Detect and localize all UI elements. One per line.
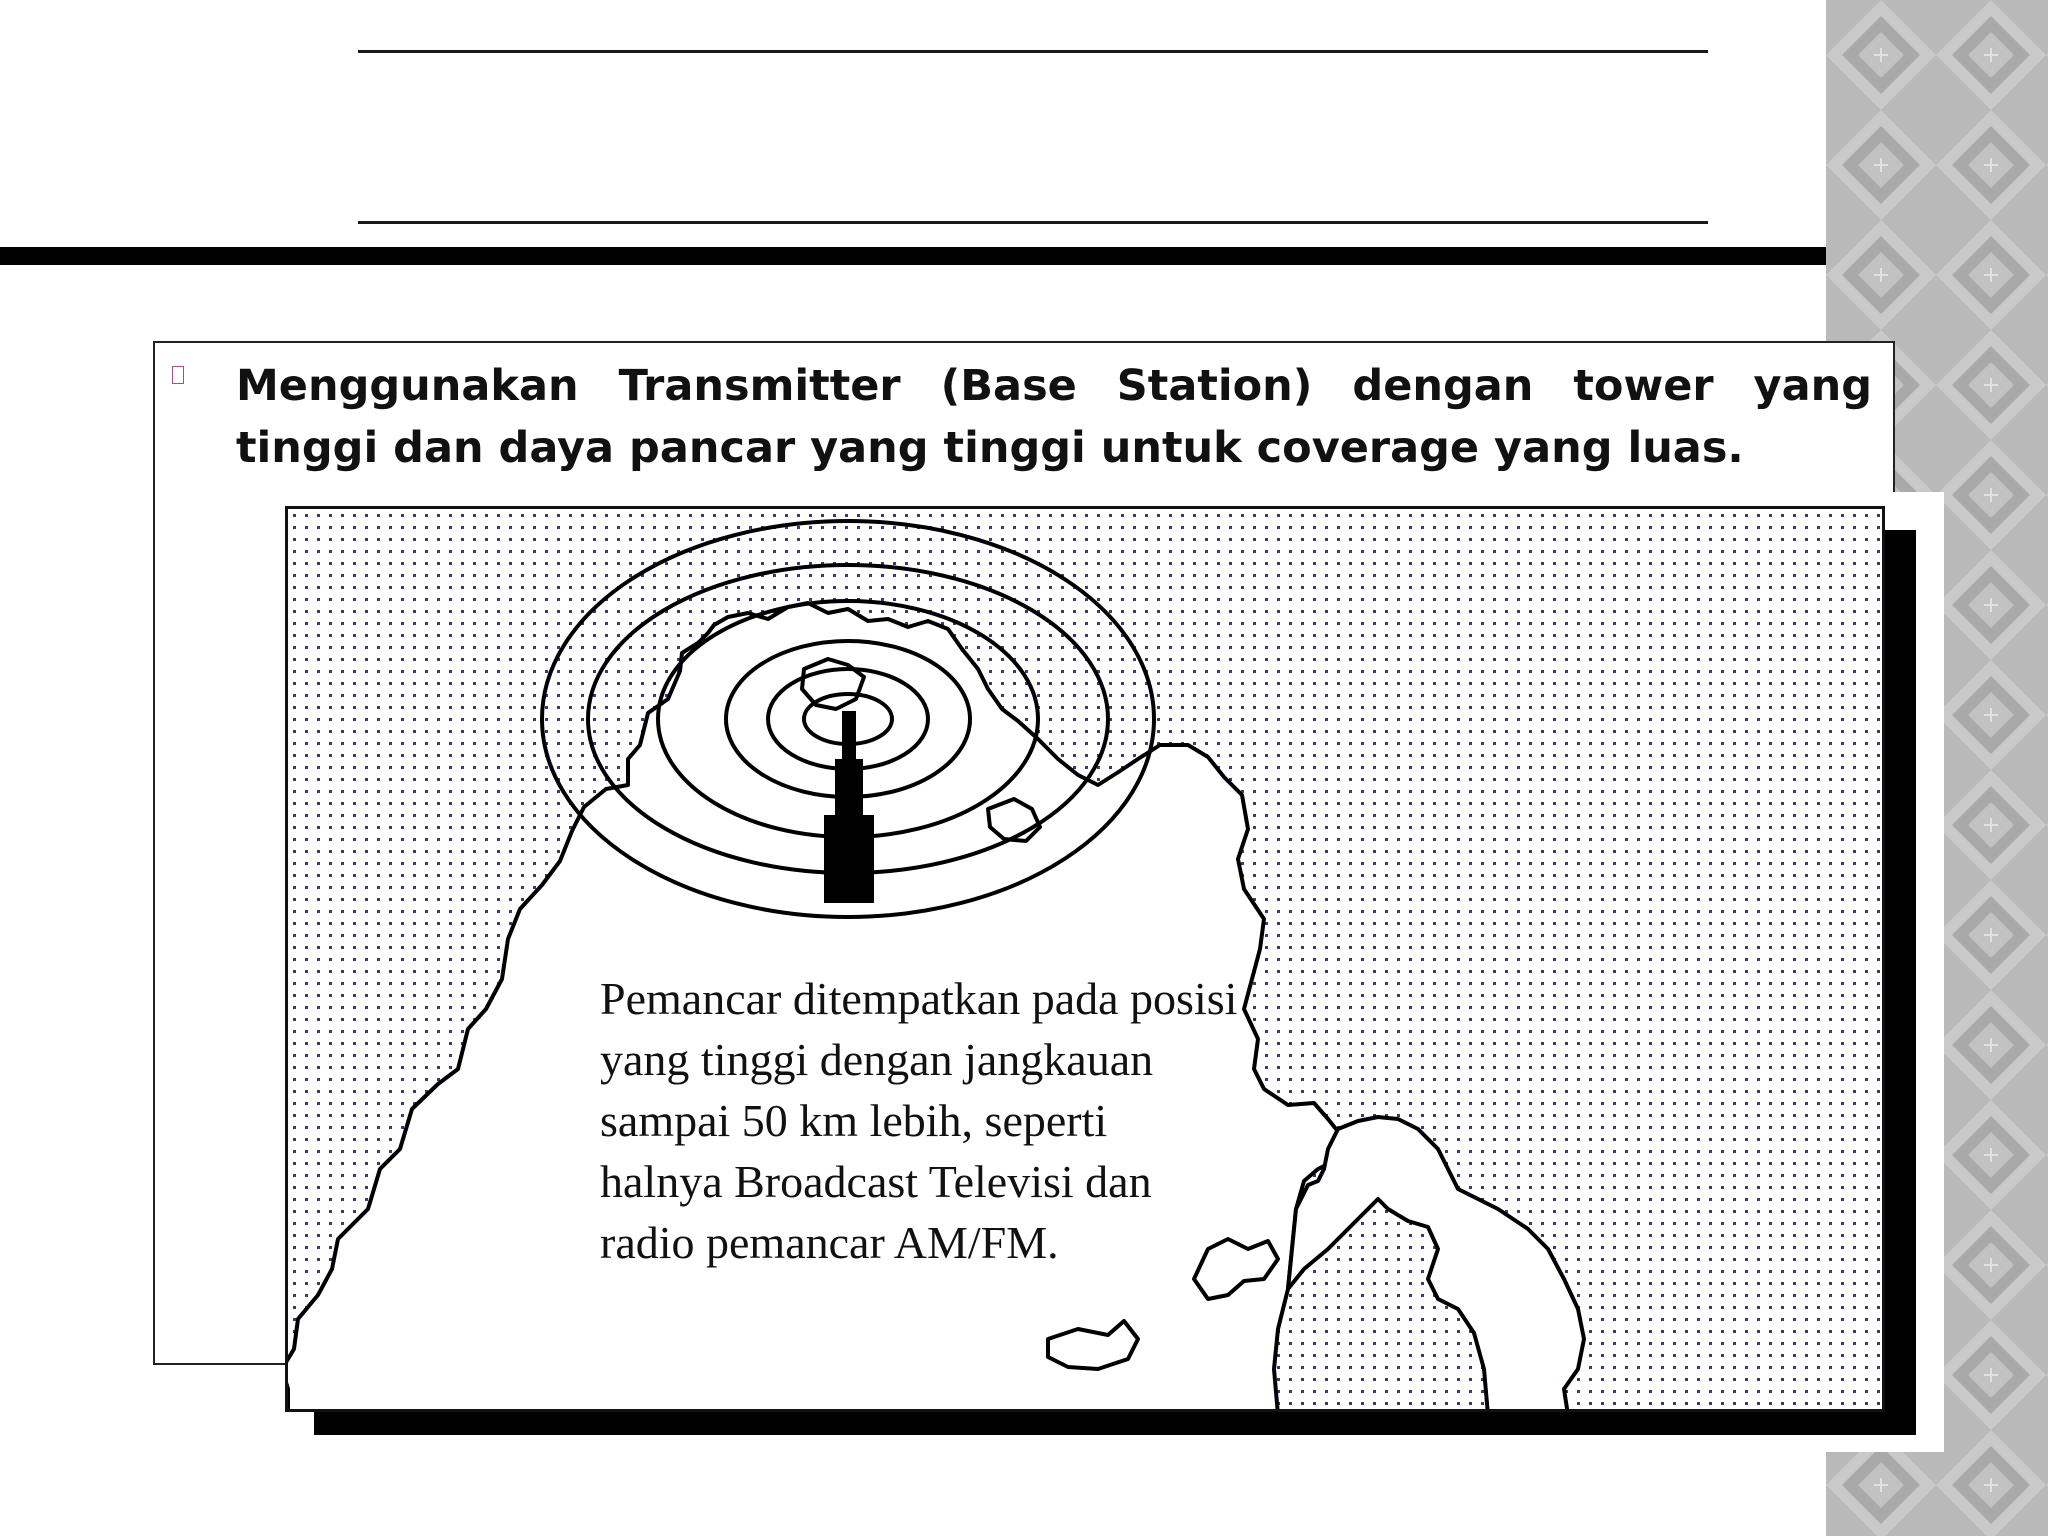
bullet-text: Menggunakan Transmitter (Base Station) dengan tower yang tinggi dan daya pancar yang tinggi untuk coverage yang luas.: [236, 361, 1872, 473]
broadcast-coverage-figure: [285, 506, 1885, 1412]
header-divider-bar: [0, 247, 1826, 265]
title-rule-bottom: [358, 221, 1708, 224]
figure-caption: Pemancar ditempatkan pada posisi yang tinggi dengan jangkauan sampai 50 km lebih, seperti halnya Broadcast Televisi dan radio pemancar AM/FM.: [600, 973, 1238, 1268]
title-rule-top: [358, 50, 1708, 53]
slide-title: [358, 56, 1708, 216]
square-bullet-icon: [172, 366, 184, 384]
